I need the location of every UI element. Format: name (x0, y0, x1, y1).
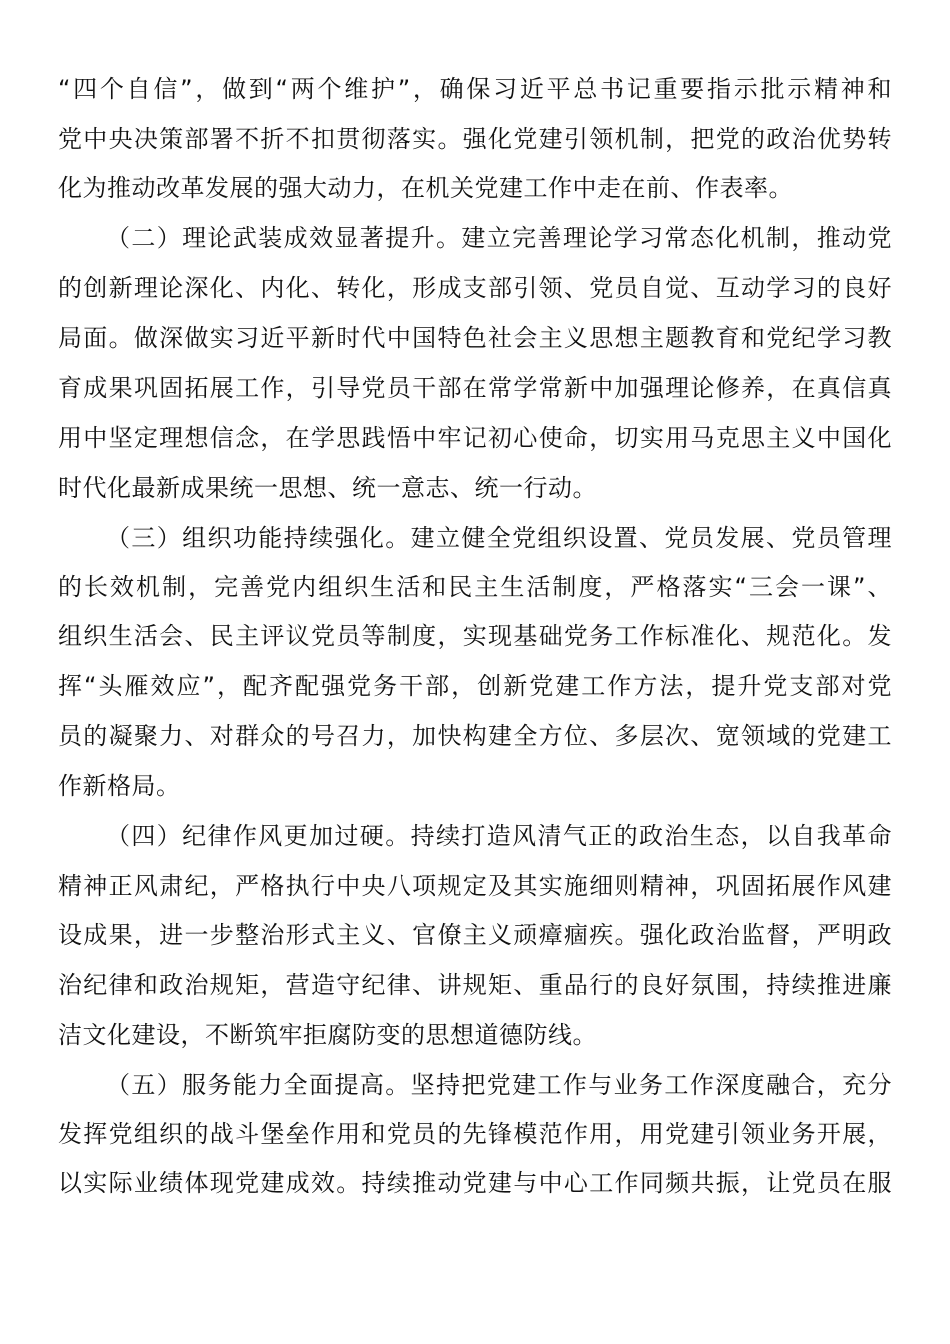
section-heading-line: （五）服务能力全面提高。坚持把党建工作与业务工作深度融合，充分 (106, 1071, 892, 1099)
text-line: 以实际业绩体现党建成效。持续推动党建与中心工作同频共振，让党员在服 (58, 1169, 892, 1197)
section-heading-line: （二）理论武装成效显著提升。建立完善理论学习常态化机制，推动党 (106, 224, 892, 252)
text-line: 化为推动改革发展的强大动力，在机关党建工作中走在前、作表率。 (58, 174, 793, 202)
text-line: 用中坚定理想信念，在学思践悟中牢记初心使命，切实用马克思主义中国化 (58, 424, 892, 452)
text-line: 局面。做深做实习近平新时代中国特色社会主义思想主题教育和党纪学习教 (58, 324, 892, 352)
text-line: 育成果巩固拓展工作，引导党员干部在常学常新中加强理论修养，在真信真 (58, 374, 892, 402)
text-line: 挥“头雁效应”，配齐配强党务干部，创新党建工作方法，提升党支部对党 (58, 672, 892, 700)
text-line: “四个自信”，做到“两个维护”，确保习近平总书记重要指示批示精神和 (58, 75, 892, 103)
text-line: 洁文化建设，不断筑牢拒腐防变的思想道德防线。 (58, 1021, 597, 1049)
text-line: 的创新理论深化、内化、转化，形成支部引领、党员自觉、互动学习的良好 (58, 274, 892, 302)
text-line: 党中央决策部署不折不扣贯彻落实。强化党建引领机制，把党的政治优势转 (58, 125, 892, 153)
text-line: 时代化最新成果统一思想、统一意志、统一行动。 (58, 474, 597, 502)
text-line: 作新格局。 (58, 772, 181, 800)
text-line: 发挥党组织的战斗堡垒作用和党员的先锋模范作用，用党建引领业务开展， (58, 1120, 892, 1148)
section-heading-line: （四）纪律作风更加过硬。持续打造风清气正的政治生态，以自我革命 (106, 822, 892, 850)
section-heading-line: （三）组织功能持续强化。建立健全党组织设置、党员发展、党员管理 (106, 524, 892, 552)
text-line: 的长效机制，完善党内组织生活和民主生活制度，严格落实“三会一课”、 (58, 573, 892, 601)
text-line: 设成果，进一步整治形式主义、官僚主义顽瘴痼疾。强化政治监督，严明政 (58, 921, 892, 949)
text-line: 员的凝聚力、对群众的号召力，加快构建全方位、多层次、宽领域的党建工 (58, 722, 892, 750)
text-line: 精神正风肃纪，严格执行中央八项规定及其实施细则精神，巩固拓展作风建 (58, 872, 892, 900)
text-line: 组织生活会、民主评议党员等制度，实现基础党务工作标准化、规范化。发 (58, 622, 892, 650)
text-line: 治纪律和政治规矩，营造守纪律、讲规矩、重品行的良好氛围，持续推进廉 (58, 971, 892, 999)
